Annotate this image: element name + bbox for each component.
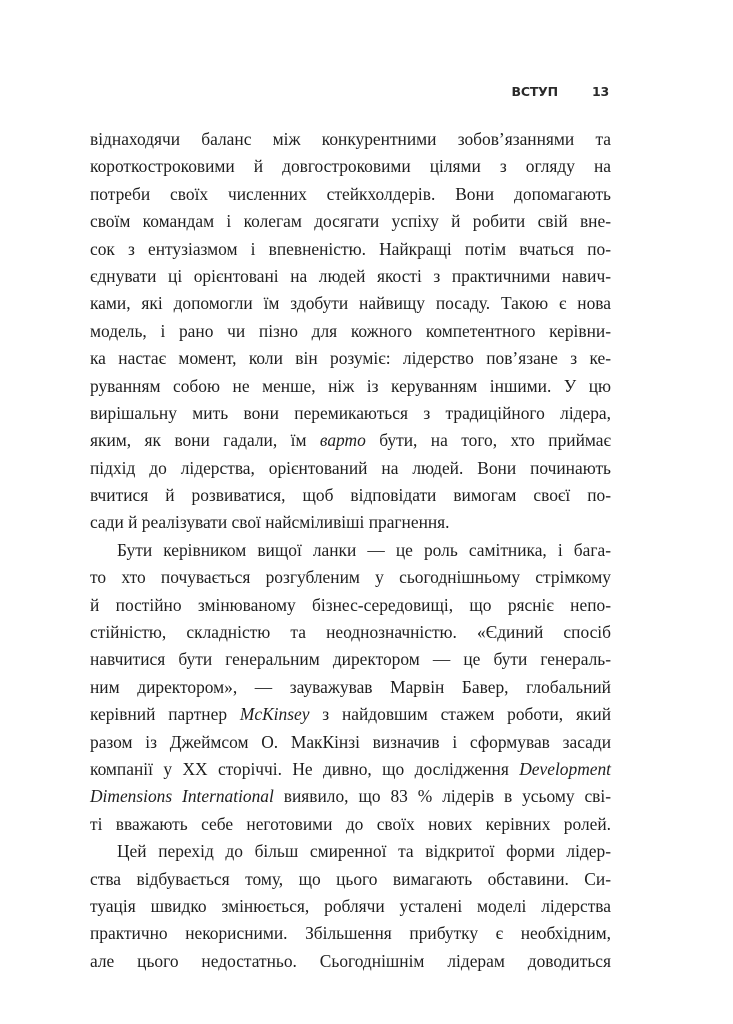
- text-line: [90, 756, 611, 783]
- text-segment: вчитися й розвиватися, щоб відповідати вимогам своєї по-: [90, 485, 611, 506]
- text-segment: але цього недостатньо. Сьогоднішнім лідерам доводиться: [90, 950, 611, 971]
- text-segment: своїм командам і колегам досягати успіху й робити свій вне-: [90, 211, 611, 232]
- text-segment: й постійно змінюваному бізнес-середовищі, що рясніє непо-: [90, 594, 611, 615]
- text-segment: виявило, що 83 % лідерів в усьому сві-: [273, 786, 612, 807]
- text-line: [90, 482, 611, 509]
- text-segment: підхід до лідерства, орієнтований на людей. Вони починають: [90, 457, 611, 478]
- text-line: [90, 729, 611, 756]
- text-line: [90, 208, 611, 235]
- text-line: [90, 592, 611, 619]
- text-line: [90, 564, 611, 591]
- text-line: [90, 318, 611, 345]
- text-line: [90, 427, 611, 454]
- text-segment: Цей перехід до більш смиренної та відкритої форми лідер-: [117, 841, 611, 862]
- text-segment: керівний партнер: [90, 704, 240, 725]
- italic-text: Dimensions International: [90, 786, 274, 807]
- text-line: [90, 373, 611, 400]
- italic-text: Development: [519, 758, 611, 779]
- text-line: [90, 948, 611, 975]
- text-line: [90, 783, 611, 810]
- text-segment: ками, які допомогли їм здобути найвищу посаду. Такою є нова: [90, 293, 611, 314]
- italic-text: варто: [319, 430, 366, 451]
- text-line: [90, 400, 611, 427]
- text-line: [90, 866, 611, 893]
- section-title: ВСТУП: [511, 84, 558, 99]
- text-segment: єднувати ці орієнтовані на людей якості з практичними навич-: [90, 265, 611, 286]
- text-line: [90, 290, 611, 317]
- italic-text: McKinsey: [239, 704, 310, 725]
- text-segment: то хто почувається розгубленим у сьогоднішньому стрімкому: [90, 567, 611, 588]
- text-line: [90, 509, 611, 536]
- text-segment: ства відбувається тому, що цього вимагають обставини. Си-: [90, 868, 611, 889]
- text-line: [90, 646, 611, 673]
- text-segment: руванням собою не менше, ніж із керуванням іншими. У цю: [90, 375, 611, 396]
- text-segment: модель, і рано чи пізно для кожного компетентного керівни-: [90, 320, 611, 341]
- text-segment: сади й реалізувати свої найсміливіші прагнення.: [90, 512, 450, 533]
- text-segment: компанії у XX сторіччі. Не дивно, що дослідження: [90, 758, 520, 779]
- text-segment: потреби своїх численних стейкхолдерів. Вони допомагають: [90, 183, 611, 204]
- text-segment: бути, на того, хто приймає: [365, 430, 611, 451]
- text-segment: яким, як вони гадали, їм: [90, 430, 320, 451]
- text-line: [90, 345, 611, 372]
- text-segment: віднаходячи баланс між конкурентними зобов’язаннями та: [90, 129, 611, 149]
- text-segment: з найдовшим стажем роботи, який: [309, 704, 611, 725]
- text-segment: туація швидко змінюється, роблячи усталені моделі лідерства: [90, 895, 611, 916]
- text-line: [90, 619, 611, 646]
- text-line: [90, 236, 611, 263]
- text-line: [90, 674, 611, 701]
- body-text: [90, 126, 611, 975]
- text-line: [90, 153, 611, 180]
- text-segment: навчитися бути генеральним директором — це бути генераль-: [90, 649, 611, 670]
- text-segment: короткостроковими й довгостроковими цілями з огляду на: [90, 156, 611, 177]
- text-line: [90, 811, 611, 838]
- text-segment: Бути керівником вищої ланки — це роль самітника, і бага-: [117, 539, 611, 560]
- text-segment: ті вважають себе неготовими до своїх нових керівних ролей.: [90, 813, 611, 834]
- text-line: [90, 181, 611, 208]
- text-line: [90, 701, 611, 728]
- text-segment: стійністю, складністю та неоднозначністю. «Єдиний спосіб: [90, 622, 611, 643]
- text-line: [90, 838, 611, 865]
- text-line: [90, 537, 611, 564]
- text-line: [90, 920, 611, 947]
- text-segment: вирішальну мить вони перемикаються з традиційного лідера,: [90, 402, 611, 423]
- text-line: [90, 893, 611, 920]
- page-number: 13: [592, 84, 609, 99]
- text-line: [90, 263, 611, 290]
- text-segment: ним директором», — зауважував Марвін Бавер, глобальний: [90, 676, 611, 697]
- text-line: [90, 126, 611, 153]
- text-segment: практично некорисними. Збільшення прибутку є необхідним,: [90, 923, 611, 944]
- text-line: [90, 455, 611, 482]
- running-header: [512, 84, 609, 99]
- text-segment: ка настає момент, коли він розуміє: лідерство пов’язане з ке-: [90, 348, 611, 369]
- text-segment: разом із Джеймсом О. МакКінзі визначив і сформував засади: [90, 731, 611, 752]
- text-segment: сок з ентузіазмом і впевненістю. Найкращі потім вчаться по-: [90, 238, 611, 259]
